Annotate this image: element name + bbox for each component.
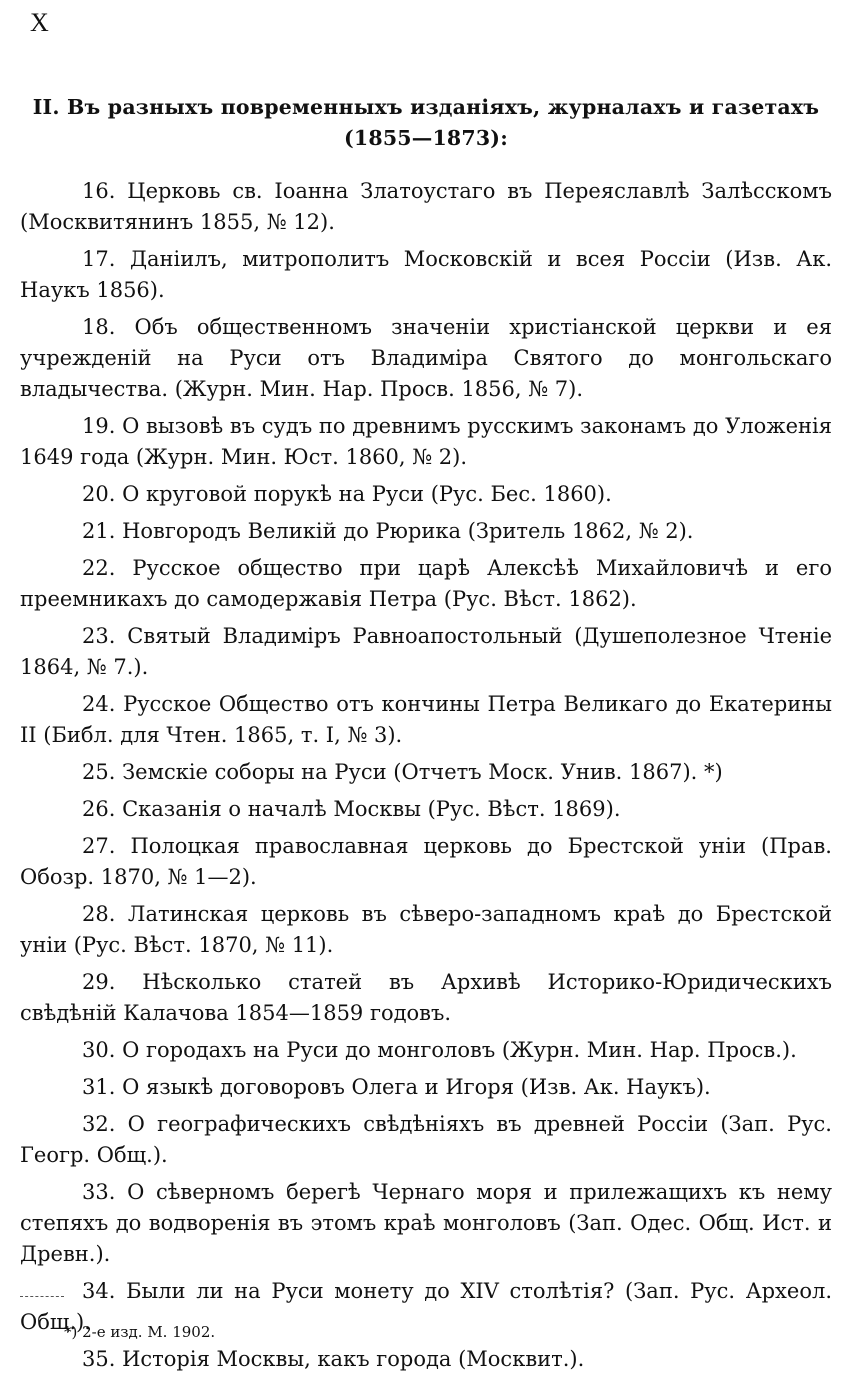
bibliography-entry [20, 244, 832, 306]
bibliography-entry [20, 1035, 832, 1066]
entry-number: 18. [82, 315, 116, 339]
entry-text: Новгородъ Великій до Рюрика (Зритель 1862, № 2). [122, 519, 694, 543]
bibliography-entry [20, 899, 832, 961]
entry-text: О вызовѣ въ судъ по древнимъ русскимъ законамъ до Уложенія 1649 года (Журн. Мин. Юст. 1860, № 2). [20, 414, 832, 469]
entry-text: Русское общество при царѣ Алексѣѣ Михайловичѣ и его преемникахъ до самодержавія Петра (Рус. Вѣст. 1862). [20, 556, 832, 611]
entry-text: Земскіе соборы на Руси (Отчетъ Моск. Унив. 1867). *) [122, 760, 723, 784]
entry-text: О городахъ на Руси до монголовъ (Журн. Мин. Нар. Просв.). [122, 1038, 797, 1062]
bibliography-entry [20, 689, 832, 751]
entry-number: 20. [82, 482, 116, 506]
entry-number: 27. [82, 834, 116, 858]
bibliography-entry [20, 1109, 832, 1171]
bibliography-entry [20, 794, 832, 825]
entry-text: Исторія Москвы, какъ города (Москвит.). [122, 1347, 585, 1371]
bibliography-entry [20, 1177, 832, 1270]
entry-number: 22. [82, 556, 116, 580]
entry-text: Сказанія о началѣ Москвы (Рус. Вѣст. 1869). [122, 797, 621, 821]
section-heading-line-2: (1855—1873): [344, 126, 508, 150]
entry-number: 32. [82, 1112, 116, 1136]
entry-number: 17. [82, 247, 116, 271]
bibliography-entry [20, 411, 832, 473]
page-number: X [30, 8, 50, 37]
bibliography-entry [20, 1344, 832, 1375]
entry-text: Полоцкая православная церковь до Брестской уніи (Прав. Обозр. 1870, № 1—2). [20, 834, 832, 889]
section-heading-line-1: II. Въ разныхъ повременныхъ изданіяхъ, журналахъ и газетахъ [32, 95, 820, 119]
entry-number: 25. [82, 760, 116, 784]
entry-text: О языкѣ договоровъ Олега и Игоря (Изв. Ак. Наукъ). [122, 1075, 711, 1099]
entry-text: Святый Владиміръ Равноапостольный (Душеполезное Чтеніе 1864, № 7.). [20, 624, 832, 679]
bibliography-entry [20, 176, 832, 238]
entry-number: 31. [82, 1075, 116, 1099]
bibliography-entry [20, 479, 832, 510]
bibliography-entry [20, 1072, 832, 1103]
entry-number: 24. [82, 692, 116, 716]
entry-number: 19. [82, 414, 116, 438]
entry-text: Русское Общество отъ кончины Петра Великаго до Екатерины II (Библ. для Чтен. 1865, т. I, № 3). [20, 692, 832, 747]
entry-text: Были ли на Руси монету до XIV столѣтія? (Зап. Рус. Археол. Общ.). [20, 1279, 832, 1334]
bibliography-entry [20, 621, 832, 683]
entry-number: 23. [82, 624, 116, 648]
entry-text: Объ общественномъ значеніи христіанской церкви и ея учрежденій на Руси отъ Владиміра Святого до монгольскаго владычества. (Журн. Мин. Нар. Просв. 1856, № 7). [20, 315, 832, 401]
entry-text: Даніилъ, митрополитъ Московскій и всея Россіи (Изв. Ак. Наукъ 1856). [20, 247, 832, 302]
entry-number: 16. [82, 179, 116, 203]
entry-text: О географическихъ свѣдѣніяхъ въ древней Россіи (Зап. Рус. Геогр. Общ.). [20, 1112, 832, 1167]
entry-text: О сѣверномъ берегѣ Чернаго моря и прилежащихъ къ нему степяхъ до водворенія въ этомъ краѣ монголовъ (Зап. Одес. Общ. Ист. и Древн.). [20, 1180, 832, 1266]
bibliography-entry [20, 967, 832, 1029]
bibliography-entry [20, 831, 832, 893]
footnote-divider [20, 1296, 64, 1297]
entry-text: Церковь св. Іоанна Златоустаго въ Переяславлѣ Залѣсскомъ (Москвитянинъ 1855, № 12). [20, 179, 832, 234]
footnote: *) 2-е изд. М. 1902. [64, 1323, 216, 1341]
entry-number: 26. [82, 797, 116, 821]
entry-text: Нѣсколько статей въ Архивѣ Историко-Юридическихъ свѣдѣній Калачова 1854—1859 годовъ. [20, 970, 832, 1025]
entry-number: 21. [82, 519, 116, 543]
entry-number: 29. [82, 970, 116, 994]
section-heading [20, 92, 832, 154]
entry-text: О круговой порукѣ на Руси (Рус. Бес. 1860). [122, 482, 612, 506]
entry-number: 33. [82, 1180, 116, 1204]
bibliography-list [20, 176, 832, 1381]
entry-number: 35. [82, 1347, 116, 1371]
entry-number: 34. [82, 1279, 116, 1303]
bibliography-entry [20, 516, 832, 547]
bibliography-entry [20, 312, 832, 405]
entry-text: Латинская церковь въ сѣверо-западномъ краѣ до Брестской уніи (Рус. Вѣст. 1870, № 11). [20, 902, 832, 957]
entry-number: 28. [82, 902, 116, 926]
bibliography-entry [20, 757, 832, 788]
bibliography-entry [20, 553, 832, 615]
entry-number: 30. [82, 1038, 116, 1062]
